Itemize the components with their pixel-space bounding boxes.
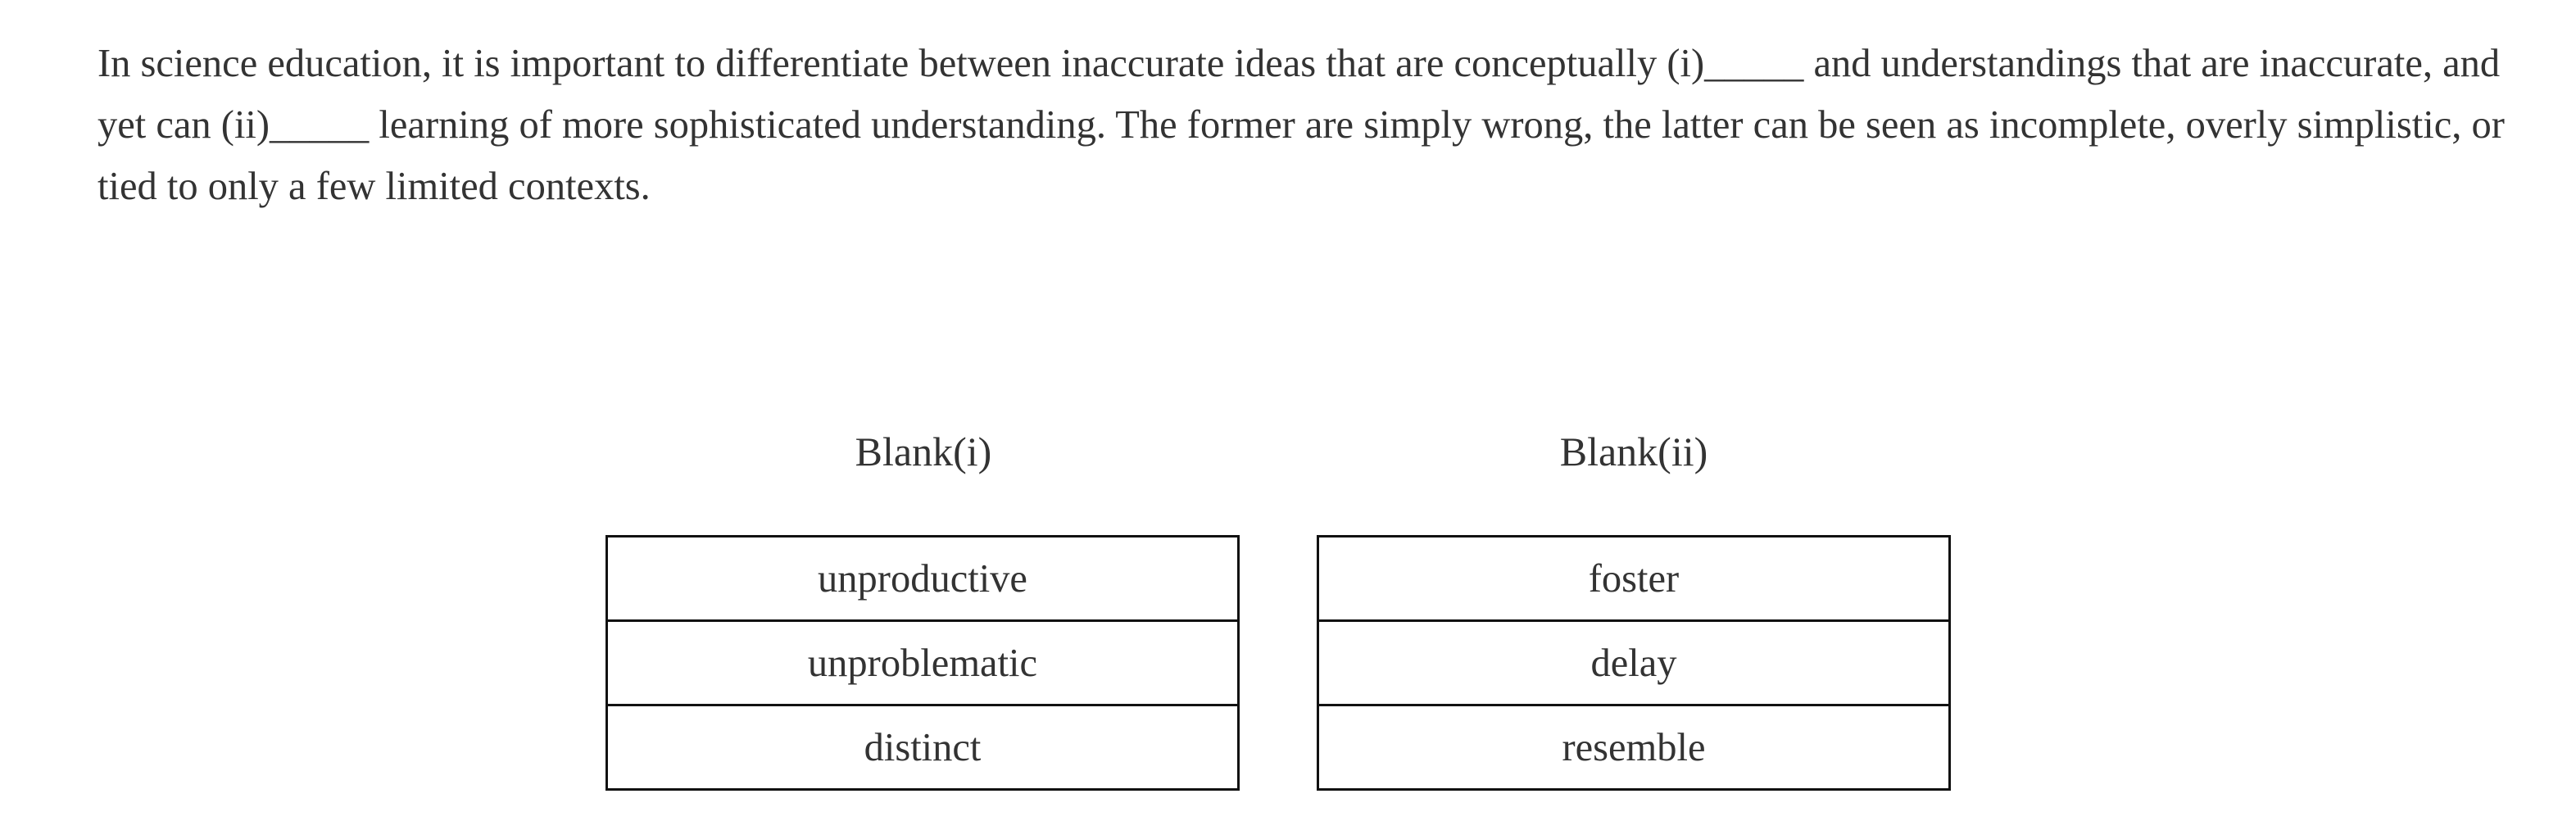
question-text: In science education, it is important to differentiate between inaccurate ideas that are conceptually (i)_____ and understandings that are inaccurate, and yet can (ii)_____ learning of more sophisticated understanding. The former are simply wrong, the latter can be seen as incomplete, overly simplistic, or tied to only a few limited contexts. bbox=[98, 42, 2505, 208]
blank-i-option[interactable]: unproductive bbox=[607, 537, 1239, 621]
blank-i-heading: Blank(i) bbox=[855, 429, 992, 474]
blank-i-options bbox=[605, 535, 1240, 791]
blank-i-option[interactable]: unproblematic bbox=[607, 621, 1239, 705]
blank-ii-option[interactable]: resemble bbox=[1318, 705, 1950, 790]
blank-ii-option[interactable]: delay bbox=[1318, 621, 1950, 705]
blank-ii-heading: Blank(ii) bbox=[1559, 429, 1708, 474]
blank-i-option[interactable]: distinct bbox=[607, 705, 1239, 790]
blank-ii-option[interactable]: foster bbox=[1318, 537, 1950, 621]
blank-ii-options bbox=[1317, 535, 1951, 791]
